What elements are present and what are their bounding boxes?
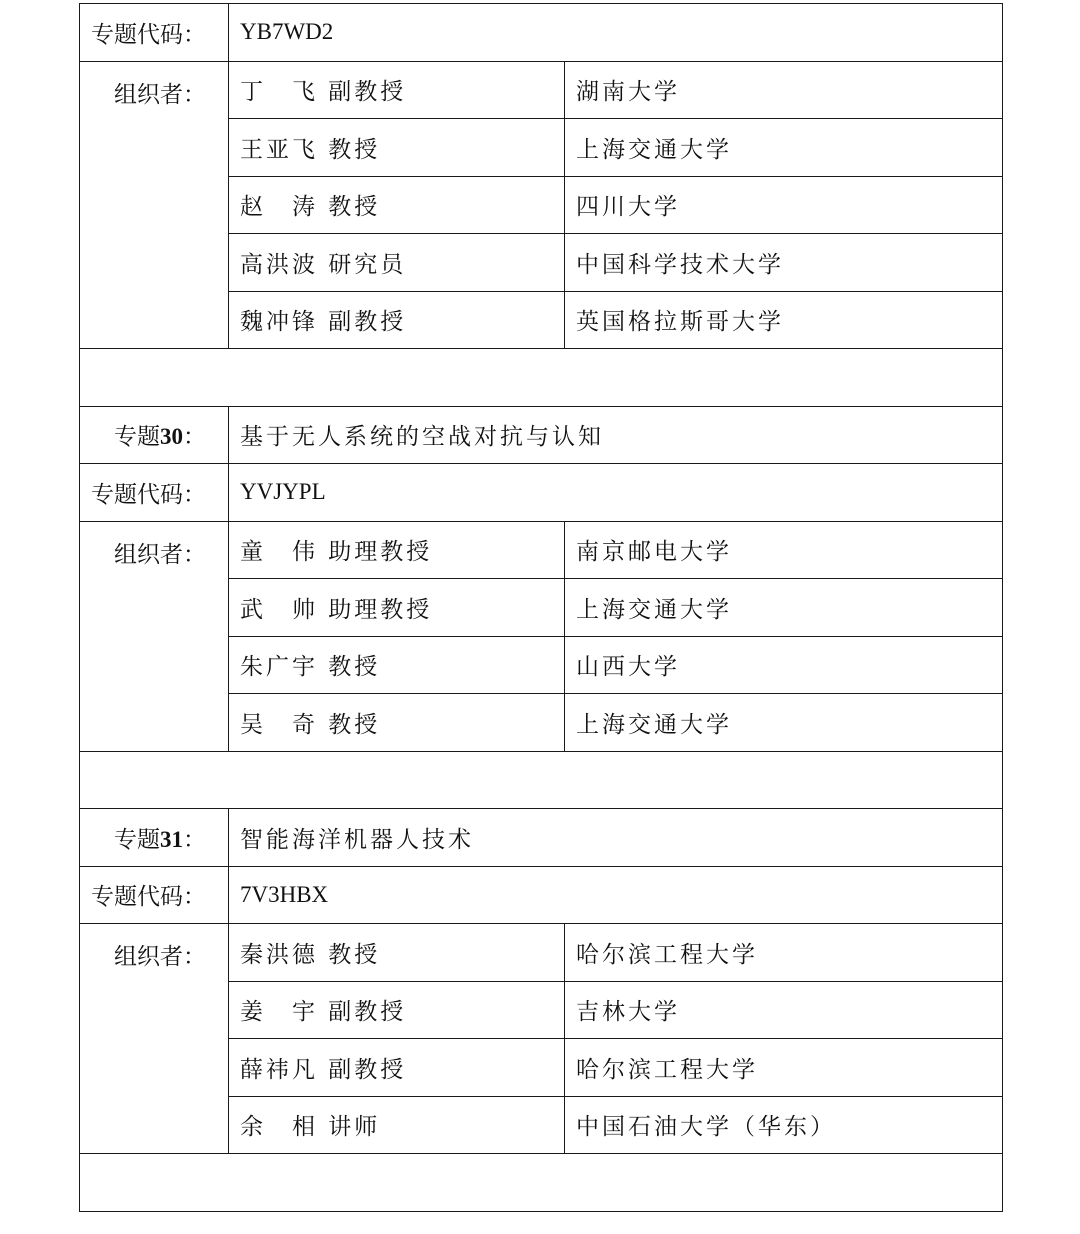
topic-table — [79, 3, 1003, 1212]
topic-code-row — [80, 4, 1003, 62]
topic-suffix: ： — [183, 826, 206, 853]
topic-prefix: 专题 — [114, 826, 160, 853]
organizer-name: 魏冲锋 副教授 — [229, 291, 565, 349]
topic-title-row — [80, 406, 1003, 464]
organizer-name: 武 帅 助理教授 — [229, 579, 565, 637]
topic-code-value: 7V3HBX — [229, 866, 1003, 924]
topic-title: 智能海洋机器人技术 — [229, 809, 1003, 867]
topic-code-value: YB7WD2 — [229, 4, 1003, 62]
organizer-affiliation: 哈尔滨工程大学 — [565, 924, 1003, 982]
organizer-name: 赵 涛 教授 — [229, 176, 565, 234]
blank-separator-row — [80, 349, 1003, 407]
topic-code-label: 专题代码： — [80, 464, 229, 522]
organizer-name: 余 相 讲师 — [229, 1096, 565, 1154]
organizer-affiliation: 上海交通大学 — [565, 579, 1003, 637]
organizer-affiliation: 山西大学 — [565, 636, 1003, 694]
topic-number-label — [80, 809, 229, 867]
topic-code-label: 专题代码： — [80, 4, 229, 62]
organizer-name: 姜 宇 副教授 — [229, 981, 565, 1039]
organizers-label: 组织者： — [80, 61, 229, 349]
topic-number: 31 — [160, 826, 183, 852]
organizer-name: 高洪波 研究员 — [229, 234, 565, 292]
blank-separator — [80, 751, 1003, 809]
organizer-name: 丁 飞 副教授 — [229, 61, 565, 119]
blank-separator-row — [80, 751, 1003, 809]
organizer-name: 秦洪德 教授 — [229, 924, 565, 982]
topic-code-row — [80, 866, 1003, 924]
organizer-affiliation: 英国格拉斯哥大学 — [565, 291, 1003, 349]
topic-suffix: ： — [183, 424, 206, 451]
blank-separator-row — [80, 1154, 1003, 1212]
organizer-affiliation: 四川大学 — [565, 176, 1003, 234]
topic-prefix: 专题 — [114, 424, 160, 451]
topic-code-label: 专题代码： — [80, 866, 229, 924]
organizer-affiliation: 中国石油大学（华东） — [565, 1096, 1003, 1154]
organizer-affiliation: 中国科学技术大学 — [565, 234, 1003, 292]
organizer-name: 吴 奇 教授 — [229, 694, 565, 752]
blank-separator — [80, 349, 1003, 407]
organizer-name: 王亚飞 教授 — [229, 119, 565, 177]
topic-title: 基于无人系统的空战对抗与认知 — [229, 406, 1003, 464]
organizer-affiliation: 吉林大学 — [565, 981, 1003, 1039]
organizer-row — [80, 924, 1003, 982]
organizer-affiliation: 湖南大学 — [565, 61, 1003, 119]
organizer-row — [80, 61, 1003, 119]
organizer-name: 朱广宇 教授 — [229, 636, 565, 694]
topic-title-row — [80, 809, 1003, 867]
topic-code-row — [80, 464, 1003, 522]
organizer-affiliation: 上海交通大学 — [565, 119, 1003, 177]
blank-separator — [80, 1154, 1003, 1212]
organizer-row — [80, 521, 1003, 579]
organizer-affiliation: 上海交通大学 — [565, 694, 1003, 752]
topic-number-label — [80, 406, 229, 464]
organizer-affiliation: 南京邮电大学 — [565, 521, 1003, 579]
organizers-label: 组织者： — [80, 924, 229, 1154]
topic-number: 30 — [160, 424, 183, 450]
organizer-name: 薛祎凡 副教授 — [229, 1039, 565, 1097]
topic-code-value: YVJYPL — [229, 464, 1003, 522]
organizer-name: 童 伟 助理教授 — [229, 521, 565, 579]
organizer-affiliation: 哈尔滨工程大学 — [565, 1039, 1003, 1097]
organizers-label: 组织者： — [80, 521, 229, 751]
